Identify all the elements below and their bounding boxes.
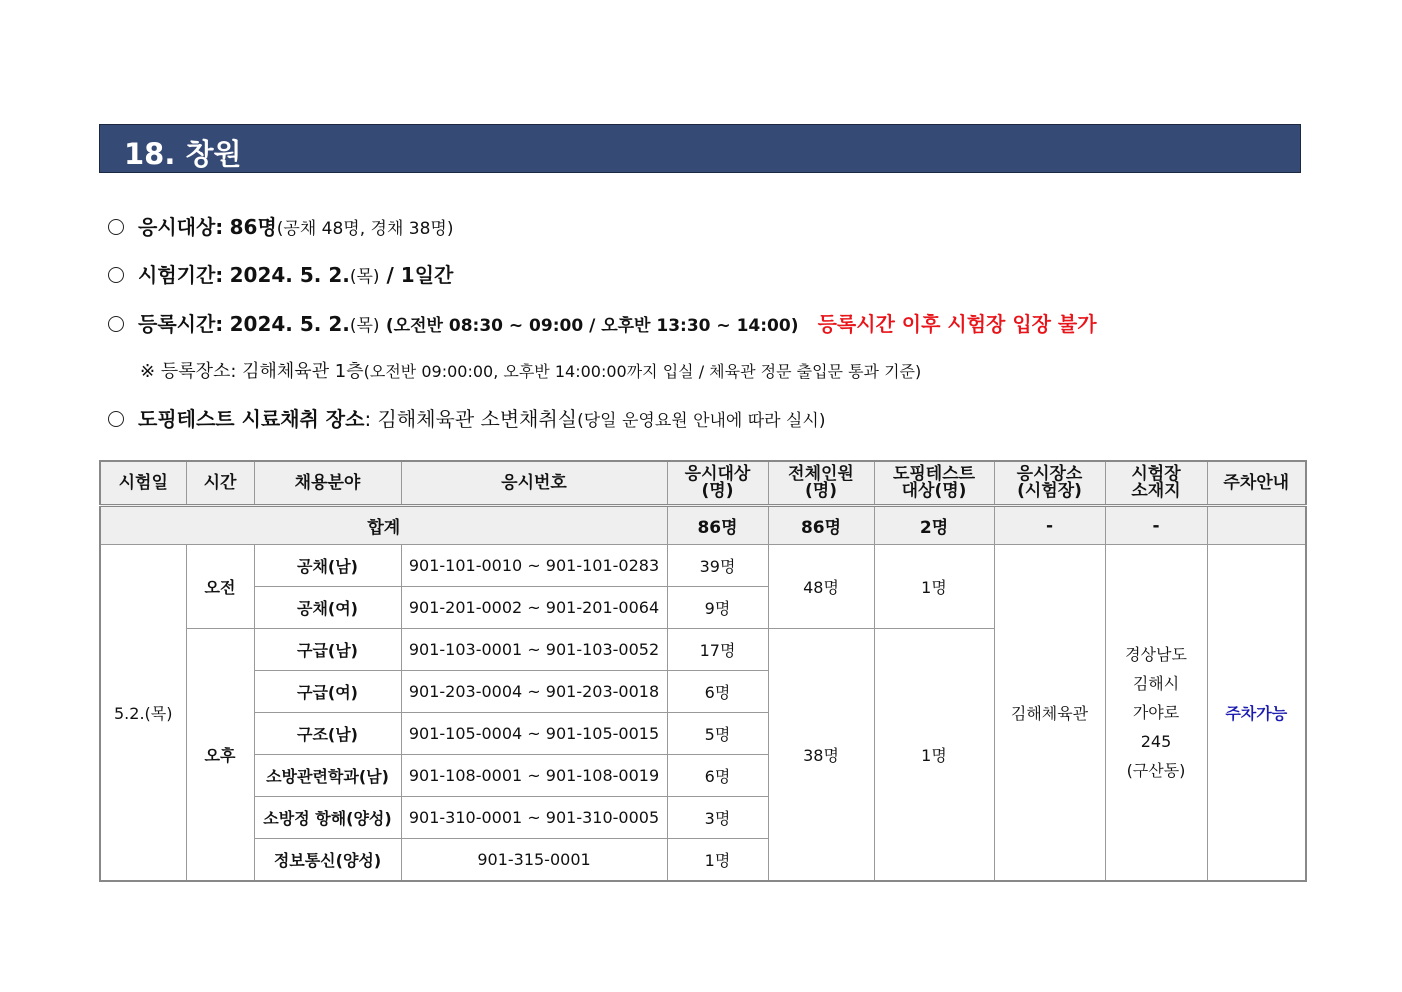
applicants-cell: 6명 <box>667 755 768 797</box>
field-cell: 구급(남) <box>254 629 401 671</box>
doping-cell-afternoon: 1명 <box>874 629 994 882</box>
info-target: 응시대상: 86명(공채 48명, 경채 38명) <box>108 211 453 240</box>
header-address: 시험장 소재지 <box>1105 461 1207 506</box>
address-cell: 경상남도 김해시 가야로 245 (구산동) <box>1105 545 1207 882</box>
schedule-table <box>99 460 1307 882</box>
info-doping: 도핑테스트 시료채취 장소: 김해체육관 소변채취실(당일 운영요원 안내에 따라 실시) <box>108 403 825 432</box>
field-cell: 공채(여) <box>254 587 401 629</box>
total-parking <box>1207 506 1306 545</box>
date-cell: 5.2.(목) <box>100 545 186 882</box>
header-venue: 응시장소 (시험장) <box>994 461 1105 506</box>
field-cell: 소방정 항해(양성) <box>254 797 401 839</box>
header-doping: 도핑테스트 대상(명) <box>874 461 994 506</box>
circle-bullet-icon <box>108 219 124 235</box>
circle-bullet-icon <box>108 411 124 427</box>
number-cell: 901-101-0010 ~ 901-101-0283 <box>401 545 667 587</box>
applicants-cell: 17명 <box>667 629 768 671</box>
number-cell: 901-315-0001 <box>401 839 667 882</box>
applicants-cell: 9명 <box>667 587 768 629</box>
applicants-cell: 5명 <box>667 713 768 755</box>
info-period: 시험기간: 2024. 5. 2.(목) / 1일간 <box>108 259 453 288</box>
number-cell: 901-201-0002 ~ 901-201-0064 <box>401 587 667 629</box>
doping-cell-morning: 1명 <box>874 545 994 629</box>
number-cell: 901-105-0004 ~ 901-105-0015 <box>401 713 667 755</box>
parking-cell: 주차가능 <box>1207 545 1306 882</box>
total-row <box>100 506 1306 545</box>
number-cell: 901-108-0001 ~ 901-108-0019 <box>401 755 667 797</box>
applicants-cell: 3명 <box>667 797 768 839</box>
header-time: 시간 <box>186 461 254 506</box>
header-field: 채용분야 <box>254 461 401 506</box>
field-cell: 소방관련학과(남) <box>254 755 401 797</box>
header-parking: 주차안내 <box>1207 461 1306 506</box>
applicants-cell: 6명 <box>667 671 768 713</box>
info-registration: 등록시간: 2024. 5. 2.(목) (오전반 08:30 ~ 09:00 / 오후반 13:30 ~ 14:00) 등록시간 이후 시험장 입장 불가 <box>108 308 1097 337</box>
registration-place-note: ※ 등록장소: 김해체육관 1층(오전반 09:00:00, 오후반 14:00:00까지 입실 / 체육관 정문 출입문 통과 기준) <box>140 361 922 382</box>
header-date: 시험일 <box>100 461 186 506</box>
header-number: 응시번호 <box>401 461 667 506</box>
total-doping: 2명 <box>874 506 994 545</box>
circle-bullet-icon <box>108 316 124 332</box>
total-address: - <box>1105 506 1207 545</box>
field-cell: 구급(여) <box>254 671 401 713</box>
total-cell-afternoon: 38명 <box>768 629 874 882</box>
time-cell-morning: 오전 <box>186 545 254 629</box>
applicants-cell: 1명 <box>667 839 768 882</box>
header-applicants: 응시대상 (명) <box>667 461 768 506</box>
table-row <box>100 545 1306 587</box>
number-cell: 901-203-0004 ~ 901-203-0018 <box>401 671 667 713</box>
field-cell: 구조(남) <box>254 713 401 755</box>
header-total: 전체인원 (명) <box>768 461 874 506</box>
number-cell: 901-310-0001 ~ 901-310-0005 <box>401 797 667 839</box>
total-applicants: 86명 <box>667 506 768 545</box>
section-header <box>99 124 1301 173</box>
time-cell-afternoon: 오후 <box>186 629 254 882</box>
total-venue: - <box>994 506 1105 545</box>
field-cell: 정보통신(양성) <box>254 839 401 882</box>
field-cell: 공채(남) <box>254 545 401 587</box>
number-cell: 901-103-0001 ~ 901-103-0052 <box>401 629 667 671</box>
venue-cell: 김해체육관 <box>994 545 1105 882</box>
total-label: 합계 <box>100 506 667 545</box>
total-cell-morning: 48명 <box>768 545 874 629</box>
total-total: 86명 <box>768 506 874 545</box>
table-header-row <box>100 461 1306 506</box>
circle-bullet-icon <box>108 267 124 283</box>
section-title: 18. 창원 <box>124 137 242 171</box>
registration-warning: 등록시간 이후 시험장 입장 불가 <box>817 312 1097 336</box>
applicants-cell: 39명 <box>667 545 768 587</box>
